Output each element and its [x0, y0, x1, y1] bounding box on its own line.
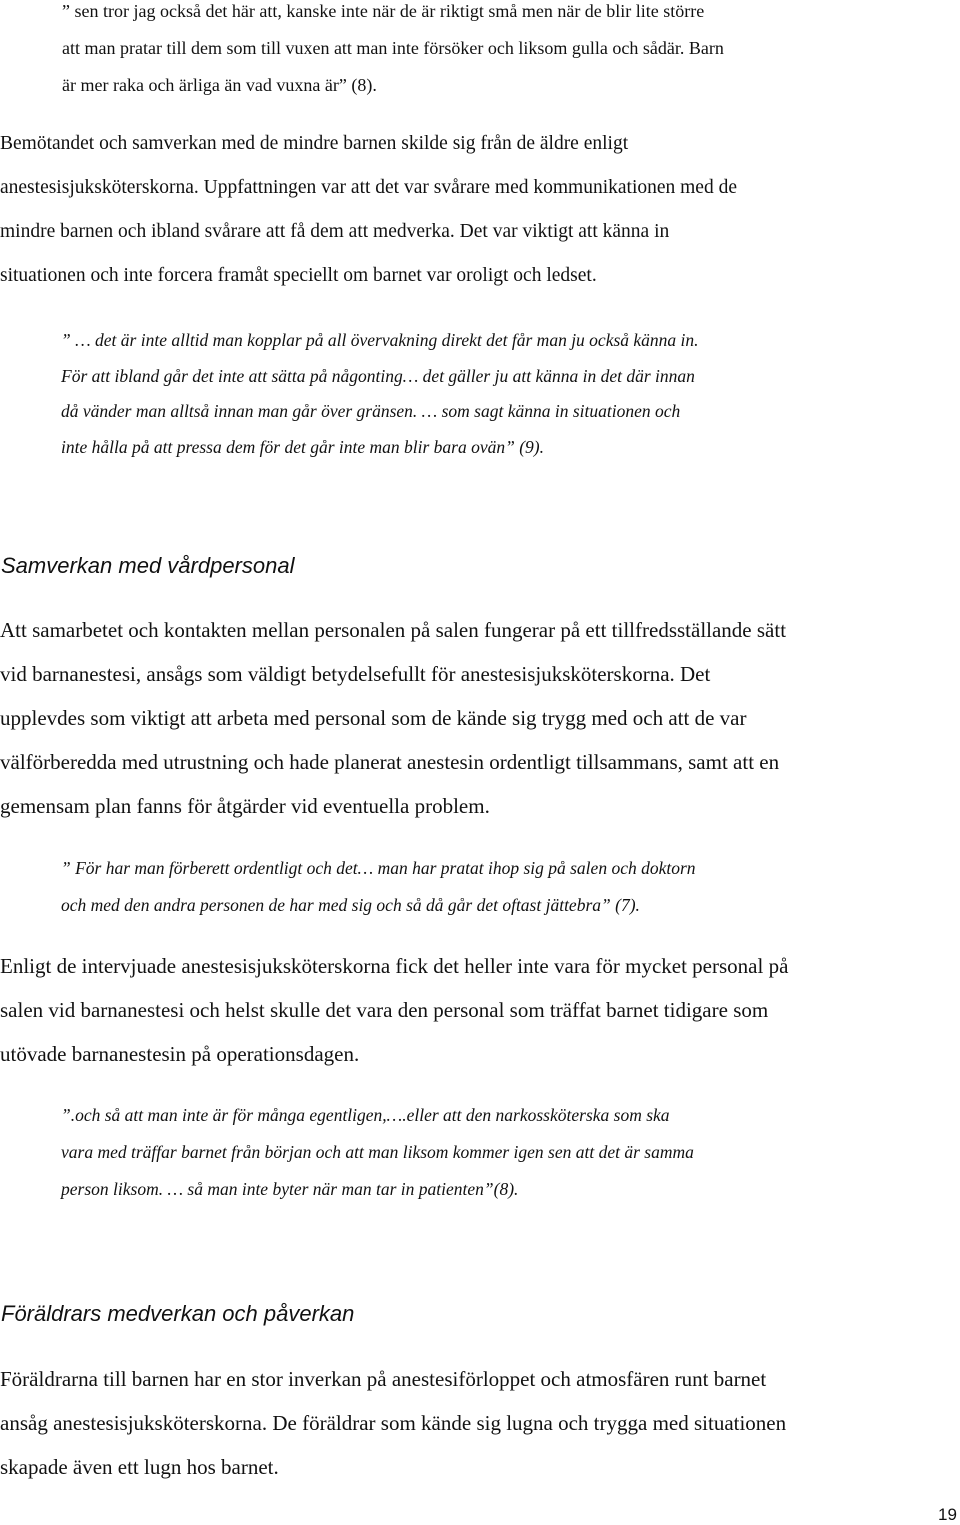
quote-line: ” sen tror jag också det här att, kanske inte när de är riktigt små men när de blir lite större [62, 1, 705, 21]
section-heading: Samverkan med vårdpersonal [1, 553, 295, 578]
paragraph-line: skapade även ett lugn hos barnet. [0, 1455, 279, 1479]
section-heading: Föräldrars medverkan och påverkan [1, 1301, 355, 1326]
quote-line: är mer raka och ärliga än vad vuxna är” (8). [62, 75, 377, 95]
paragraph-line: välförberedda med utrustning och hade planerat anestesin ordentligt tillsammans, samt att en [0, 750, 780, 774]
quote-line: då vänder man alltså innan man går över gränsen. … som sagt känna in situationen och [61, 401, 681, 421]
paragraph-line: Föräldrarna till barnen har en stor inverkan på anestesiförloppet och atmosfären runt barnet [0, 1367, 767, 1391]
paragraph-line: ansåg anestesisjuksköterskorna. De föräldrar som kände sig lugna och trygga med situationen [0, 1411, 787, 1435]
quote-line: För att ibland går det inte att sätta på någonting… det gäller ju att känna in det där innan [61, 366, 695, 386]
quote-line: person liksom. … så man inte byter när man tar in patienten”(8). [61, 1179, 519, 1199]
quote-line: vara med träffar barnet från början och att man liksom kommer igen sen att det är samma [61, 1142, 694, 1162]
quote-line: och med den andra personen de har med sig och så då går det oftast jättebra” (7). [61, 895, 640, 915]
paragraph-line: vid barnanestesi, ansågs som väldigt betydelsefullt för anestesisjuksköterskorna. Det [0, 662, 711, 686]
paragraph-line: salen vid barnanestesi och helst skulle det vara den personal som träffat barnet tidigare som [0, 998, 769, 1022]
paragraph-line: gemensam plan fanns för åtgärder vid eventuella problem. [0, 794, 490, 818]
paragraph-line: situationen och inte forcera framåt speciellt om barnet var oroligt och ledset. [0, 265, 597, 286]
paragraph-line: anestesisjuksköterskorna. Uppfattningen var att det var svårare med kommunikationen med de [0, 177, 737, 198]
paragraph-line: mindre barnen och ibland svårare att få dem att medverka. Det var viktigt att känna in [0, 221, 670, 242]
page-number: 19 [938, 1505, 957, 1524]
quote-line: inte hålla på att pressa dem för det går inte man blir bara ovän” (9). [61, 437, 545, 457]
paragraph-line: Att samarbetet och kontakten mellan personalen på salen fungerar på ett tillfredsställande sätt [0, 618, 787, 642]
paragraph-line: Enligt de intervjuade anestesisjuksköterskorna fick det heller inte vara för mycket personal på [0, 954, 789, 978]
quote-line: ”.och så att man inte är för många egentligen,….eller att den narkossköterska som ska [61, 1105, 670, 1125]
quote-line: ” … det är inte alltid man kopplar på all övervakning direkt det får man ju också känna in. [61, 330, 699, 350]
quote-line: att man pratar till dem som till vuxen att man inte försöker och liksom gulla och sådär. Barn [62, 38, 724, 58]
quote-line: ” För har man förberett ordentligt och det… man har pratat ihop sig på salen och doktorn [61, 858, 696, 878]
paragraph-line: upplevdes som viktigt att arbeta med personal som de kände sig trygg med och att de var [0, 706, 747, 730]
paragraph-line: utövade barnanestesin på operationsdagen. [0, 1042, 360, 1066]
paragraph-line: Bemötandet och samverkan med de mindre barnen skilde sig från de äldre enligt [0, 133, 629, 154]
